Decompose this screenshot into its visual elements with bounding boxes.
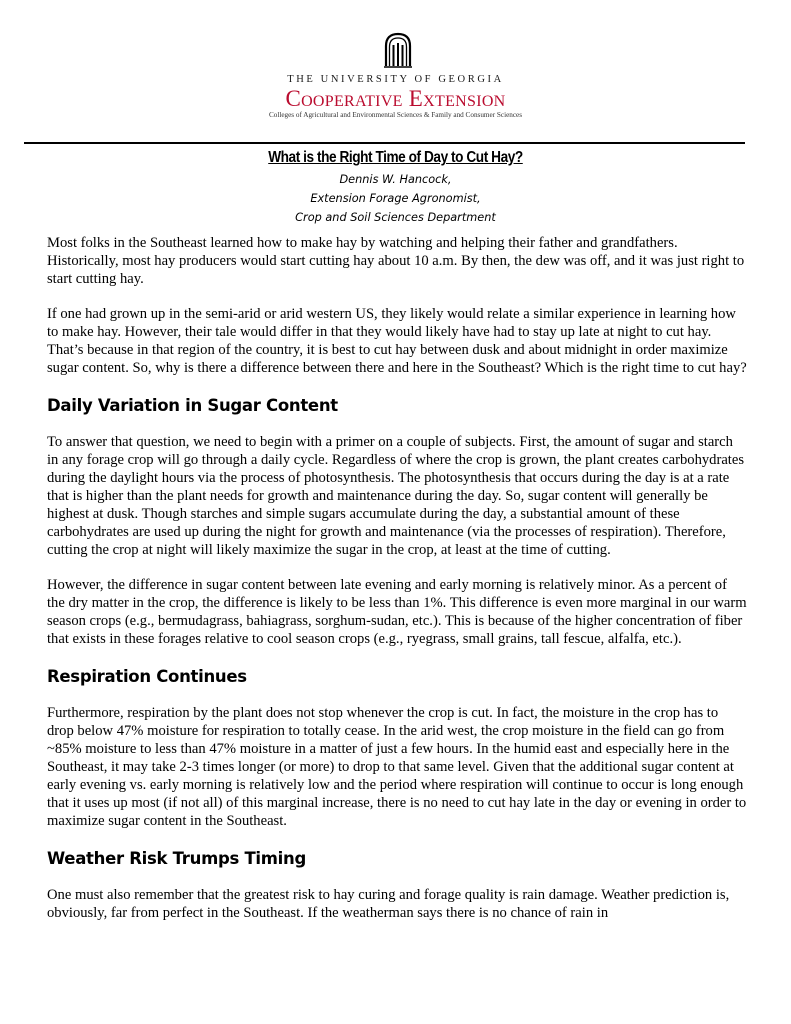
section-paragraph: To answer that question, we need to begin with a primer on a couple of subjects. First, the amount of sugar and starch in any forage crop will go through a daily cycle. Regardless of where the crop is grown, the plant creates carbohydrates during the daylight hours via the process of photosynthesis. The photosynthesis that occurs during the day is at a rate that is higher than the plant needs for growth and maintenance during the day. So, sugar content will generally be highest at dusk. Though starches and simple sugars accumulate during the day, a substantial amount of these carbohydrates are used up during the night for growth and maintenance (via the processes of respiration). Therefore, cutting the crop at night will likely maximize the sugar in the crop, at least at the time of cutting. <box>47 434 745 558</box>
document-title: What is the Right Time of Day to Cut Hay? <box>268 149 523 166</box>
intro-paragraph: If one had grown up in the semi-arid or arid western US, they likely would relate a similar experience in learning how to make hay. However, their tale would differ in that they would likely have had to stay up late at night to cut hay. That’s because in that region of the country, it is best to cut hay between dusk and about midnight in order maximize sugar content. So, why is there a difference between there and here in the Southeast? Which is the right time to cut hay? <box>47 306 747 376</box>
section-heading: Daily Variation in Sugar Content <box>47 396 338 416</box>
article-body <box>47 235 747 940</box>
section-paragraph: Furthermore, respiration by the plant does not stop whenever the crop is cut. In fact, the moisture in the crop has to drop below 47% moisture for respiration to totally cease. In the arid west, the crop moisture in the field can go from ~85% moisture to less than 47% moisture in a matter of just a few hours. In the humid east and especially here in the Southeast, it may take 2-3 times longer (or more) to drop to that same level. Given that the additional sugar content at early evening vs. early morning is relatively low and the period where respiration will continue to occur is long enough that it uses up most (if not all) of this marginal increase, there is no need to cut hay late in the day or evening in order to maximize sugar content in the Southeast. <box>47 705 747 829</box>
section-heading: Respiration Continues <box>47 667 247 687</box>
author-name: Dennis W. Hancock, <box>339 173 452 186</box>
section-heading: Weather Risk Trumps Timing <box>47 849 306 869</box>
section-paragraph: One must also remember that the greatest risk to hay curing and forage quality is rain damage. Weather prediction is, obviously, far from perfect in the Southeast. If the weatherman says there is no chance of rain in <box>47 887 730 922</box>
colleges-line: Colleges of Agricultural and Environmental Sciences & Family and Consumer Sciences <box>268 111 523 119</box>
section-paragraph: However, the difference in sugar content between late evening and early morning is relatively minor. As a percent of the dry matter in the crop, the difference is likely to be less than 1%. This difference is even more marginal in our warm season crops (e.g., bermudagrass, bahiagrass, sorghum-sudan, etc.). This is because of the higher concentration of fiber that exists in these forages relative to cool season crops (e.g., ryegrass, small grains, tall fescue, alfalfa, etc.). <box>47 577 747 647</box>
author-department: Crop and Soil Sciences Department <box>295 211 496 224</box>
letterhead <box>0 0 791 145</box>
intro-paragraph: Most folks in the Southeast learned how to make hay by watching and helping their father and grandfathers. Historically, most hay producers would start cutting hay about 10 a.m. By then, the dew was off, and it was just right to start cutting hay. <box>47 235 745 287</box>
university-arch-icon <box>383 32 413 68</box>
byline <box>0 170 791 227</box>
unit-name: Cooperative Extension <box>285 86 506 111</box>
author-title: Extension Forage Agronomist, <box>310 192 481 205</box>
header-divider <box>24 142 745 144</box>
university-name: THE UNIVERSITY OF GEORGIA <box>287 74 504 85</box>
